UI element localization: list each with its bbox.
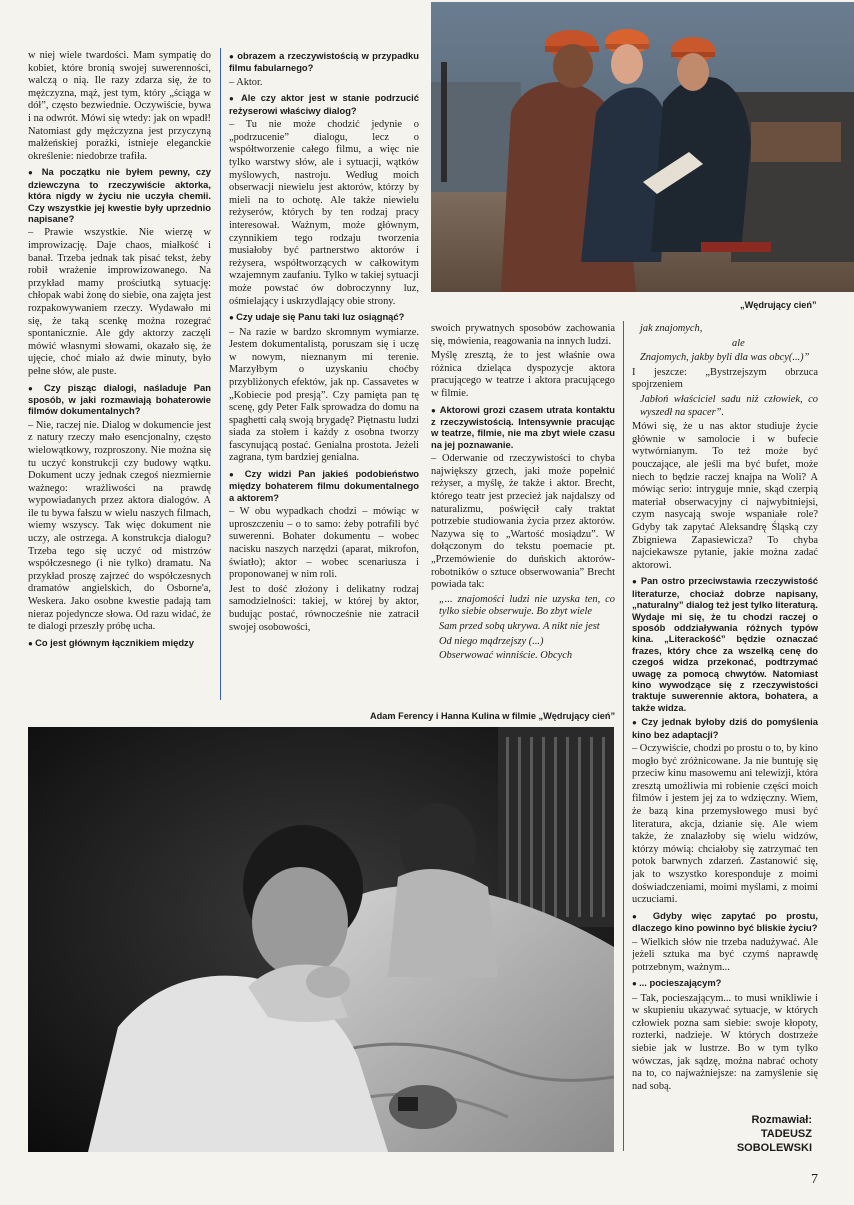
paragraph: Myślę zresztą, że to jest właśnie owa różnica dzieląca dyspozycje aktora pracującego w teatrze i aktora pracującego w filmie. <box>431 350 615 399</box>
photo-caption-top: „Wędrujący cień” <box>740 300 817 310</box>
interview-question: ● Czy jednak byłoby dziś do pomyślenia kino bez adaptacji? <box>632 716 818 740</box>
paragraph: – Wielkich słów nie trzeba nadużywać. Ale jeżeli sztuka ma być czymś naprawdę potrzebnym, ważnym... <box>632 936 818 973</box>
poem-line: Od niego mądrzejszy (...) <box>439 635 544 647</box>
paragraph: swoich prywatnych sposobów zachowania się, mówienia, reagowania na innych ludzi. <box>431 323 615 347</box>
article-column-4 <box>632 323 818 1113</box>
interview-question: ● Na początku nie byłem pewny, czy dziewczyna to rzeczywiście aktorka, która nigdy w życiu nie uczyła chemii. Czy wszystkie jej kwestie były uprzednio napisane? <box>28 166 211 224</box>
film-still-top <box>431 2 854 292</box>
interviewer-signoff <box>737 1113 812 1155</box>
article-column-2 <box>229 50 419 700</box>
paragraph: w niej wiele twardości. Mam sympatię do kobiet, które bronią swojej suwerenności, walczą o nią. Ile razy zdarza się, że to mężczyzna, mąż, jest tym, który „ściąga w dół”, często bezwiednie. Oczywiście, bywa i na odwrót. Mówi się wtedy: jak on wpadł! Natomiast gdy mężczyzna jest przyczyną małżeńskiej porażki, istnieje eleganckie określenie: niedobrze trafiła. <box>28 50 211 162</box>
paragraph: – Nie, raczej nie. Dialog w dokumencie jest z natury rzeczy mało esencjonalny, często wielowątkowy, rozproszony. Nie można się tu uczyć konstrukcji czy budowy wątku. Dokument uczy jednak czegoś niezmiernie ważnego: wrażliwości na prawdę wypowiadanych przez aktora dialogów. A ile tu bywa fałszu w wielu naszych filmach, wiemy wszyscy. Tak więc dokument nie uczy, ale ostrzega. A konstrukcja dialogu? Trzeba tego się uczyć od mistrzów współczesnego (i nie tylko) dramatu. Na przykład proszę zajrzeć do współczesnych dramatów angielskich, do Osborne'a, Weskera. Jako osobne kwestie padają tam nieraz pojedyncze słowa. Od razu widać, że te dialogi przeszły próbę ucha. <box>28 419 211 633</box>
interview-question: ● Aktorowi grozi czasem utrata kontaktu z rzeczywistością. Intensywnie pracując w teatrze, filmie, nie ma zbyt wiele czasu na jej poznawanie. <box>431 404 615 451</box>
interview-question: ● Ale czy aktor jest w stanie podrzucić reżyserowi właściwy dialog? <box>229 92 419 116</box>
paragraph: – Oczywiście, chodzi po prostu o to, by kino mogło być zróżnicowane. Ja nie buntuję się przeciw kinu masowemu ani telewizji, która zresztą umożliwia mi robienie części moich filmów i jestem jej za to wdzięczny. Wiem, że bazą kina przemysłowego musi być literatura, akcja, dzianie się. Ale wiem także, że znalazłoby się wielu widzów, którzy mówią: chciałoby się zatrzymać ten potok barwnych zdarzeń. Zastanowić się, jak to wszystko koresponduje z moimi doświadczeniami, moimi myślami, z moimi uczuciami. <box>632 742 818 906</box>
poem-line: Jabłoń właściciel sadu niż człowiek, co wyszedł na spacer”. <box>640 393 818 418</box>
interview-question: ● Czy udaje się Panu taki luz osiągnąć? <box>229 311 419 323</box>
paragraph: – Oderwanie od rzeczywistości to chyba największy grzech, jaki może popełnić reżyser, a myślę, że także i aktor. Brecht, którego teatr jest przecież jak najdalszy od naturalizmu, poświęcił cały traktat potrzebie studiowania życia przez aktorów. Nazywa się to „Wartość mosiądzu”. W dołączonym do tekstu poemacie pt. „Przemówienie do duńskich aktorów-robotników o sztuce obserwowania” Brecht powiada tak: <box>431 453 615 591</box>
interview-question: ● ... pocieszającym? <box>632 977 818 989</box>
interview-question: ● Co jest głównym łącznikiem między <box>28 637 211 649</box>
interview-question: ● Pan ostro przeciwstawia rzeczywistość literaturze, chociaż dobrze napisany, „naturalny” dialog też jest tylko literaturą. Wydaje mi się, że tu chodzi raczej o sposób oddziaływania różnych typów kina. „Literackość” będzie oznaczać frazes, który chce za wszelką cenę do czegoś widza przekonać, podtrzymać uwagę za pomocą chwytów. Natomiast kino wywodzące się z rzeczywistości traktuje suwerennie aktora, bohatera, a także widza. <box>632 575 818 713</box>
poem-line: jak znajomych, <box>640 323 703 334</box>
paragraph: Jest to dość złożony i delikatny rodzaj samodzielności: takiej, w której by aktor, budując postać, równocześnie nie zatracił swojej osobowości, <box>229 583 419 633</box>
poem-line: Znajomych, jakby byli dla was obcy(...)” <box>640 352 810 364</box>
interview-question: ● Czy widzi Pan jakieś podobieństwo między bohaterem filmu dokumentalnego a aktorem? <box>229 468 419 503</box>
paragraph: – Prawie wszystkie. Nie wierzę w improwizację. Daje chaos, miałkość i banał. Trzeba jednak tak pisać tekst, żeby robił wrażenie improwizowanego. Na przykład mamy prościutką sytuację: chłopak wabi żonę do siebie, ona zajęta jest rozpakowywaniem rzeczy. Wydawało mi się, że taką scenkę można rozegrać spontanicznie. Ale gdy aktorzy zaczęli mówić własnymi słowami, okazało się, że ujęcie, choć miało aż dwie minuty, było pełne słów, ale puste. <box>28 227 211 377</box>
paragraph: – Aktor. <box>229 76 263 88</box>
signoff-last-name: SOBOLEWSKI <box>736 1142 812 1154</box>
column-divider <box>623 321 624 1151</box>
paragraph: – Na razie w bardzo skromnym wymiarze. Jestem dokumentalistą, poruszam się i uczę w nowym, nieznanym mi terenie. Marzyłbym o uzyskaniu choćby przybliżonych efektów, jak np. Cassavetes w „Kobiecie pod presją”. Czy pamięta pan tę scenę, gdy Peter Falk sprowadza do domu na spaghetti całą swoją brygadę? Piętnastu ludzi siada za stołem i każdy z osobna tworzy fascynującą postać. Genialna prostota. Jeżeli zagrana, tym bardziej genialna. <box>229 326 419 464</box>
paragraph: Mówi się, że u nas aktor studiuje życie głównie w samolocie i w bufecie wytwórnianym. To też może być pouczające, ale jeśli ma być bufet, może niech to będzie raczej knajpa na Woli? A mówiąc serio: intryguje mnie, skąd czerpią materiał obserwacyjny ci najwybitniejsi, czym nasycają swoje wspaniałe role? Gdyby tak zapytać Aleksandrę Śląską czy Zbigniewa Zapasiewicza? To chyba najciekawsze pytanie, jakie można zadać aktorowi. <box>632 421 818 571</box>
article-column-3 <box>431 323 615 700</box>
paragraph: – W obu wypadkach chodzi – mówiąc w uproszczeniu – o to samo: żeby potrafili być suwerenni. Bohater dokumentu – wobec nacisku naszych narzędzi (aparat, mikrofon, światło); aktor – wobec scenariusza i proponowanej w nim roli. <box>229 506 419 581</box>
photo-caption-bottom: Adam Ferency i Hanna Kulina w filmie „Wędrujący cień” <box>370 711 616 721</box>
column-divider <box>220 48 221 700</box>
interview-question: ● Gdyby więc zapytać po prostu, dlaczego kino powinno być bliskie życiu? <box>632 910 818 934</box>
interview-question: ● obrazem a rzeczywistością w przypadku filmu fabularnego? <box>229 50 419 74</box>
paragraph: – Tak, pocieszającym... to musi wnikliwie i w skupieniu ukazywać sytuacje, w których człowiek pozna sam siebie: swoje kłopoty, rozterki, nadzieje. W których dostrzeże siebie jak w lustrze. Bo w tym tylko wówczas, jak sądzę, można nabrać ochoty na to, co najważniejsze: na zamyślenie się nad sobą. <box>632 992 818 1092</box>
signoff-first-name: TADEUSZ <box>760 1128 812 1140</box>
interview-question: ● Czy pisząc dialogi, naśladuje Pan sposób, w jaki rozmawiają bohaterowie filmów dokumentalnych? <box>28 382 211 417</box>
poem-line: ale <box>732 337 745 349</box>
film-still-bottom <box>28 727 614 1152</box>
poem-line: Sam przed sobą ukrywa. A nikt nie jest <box>439 620 600 632</box>
paragraph: – Tu nie może chodzić jedynie o „podrzucenie” dialogu, lecz o współtworzenie całego filmu, a więc nie tylko warstwy słów, ale i sytuacji, wątków myślowych, nastroju. Według moich obserwacji niewielu jest aktorów, którzy by mieli na to ochotę. Ale także niewielu reżyserów, których by ten rodzaj pracy interesował. Ważnym, może głównym, czynnikiem tego rodzaju tworzenia musiałoby być partnerstwo aktorów i reżysera, współtworzących w całkowitym wzajemnym zaufaniu. Tylko w takiej sytuacji może powstać ów dobroczynny luz, ośmielający i uskrzydlający obie strony. <box>229 119 419 307</box>
signoff-label: Rozmawiał: <box>751 1114 812 1126</box>
article-column-1 <box>28 50 211 700</box>
page-number: 7 <box>811 1172 818 1187</box>
poem-line: „... znajomości ludzi nie uzyska ten, co tylko siebie obserwuje. Bo zbyt wiele <box>439 593 615 618</box>
paragraph: I jeszcze: „Bystrzejszym obrzuca spojrzeniem <box>632 366 818 391</box>
poem-line: Obserwować winniście. Obcych <box>439 650 573 662</box>
